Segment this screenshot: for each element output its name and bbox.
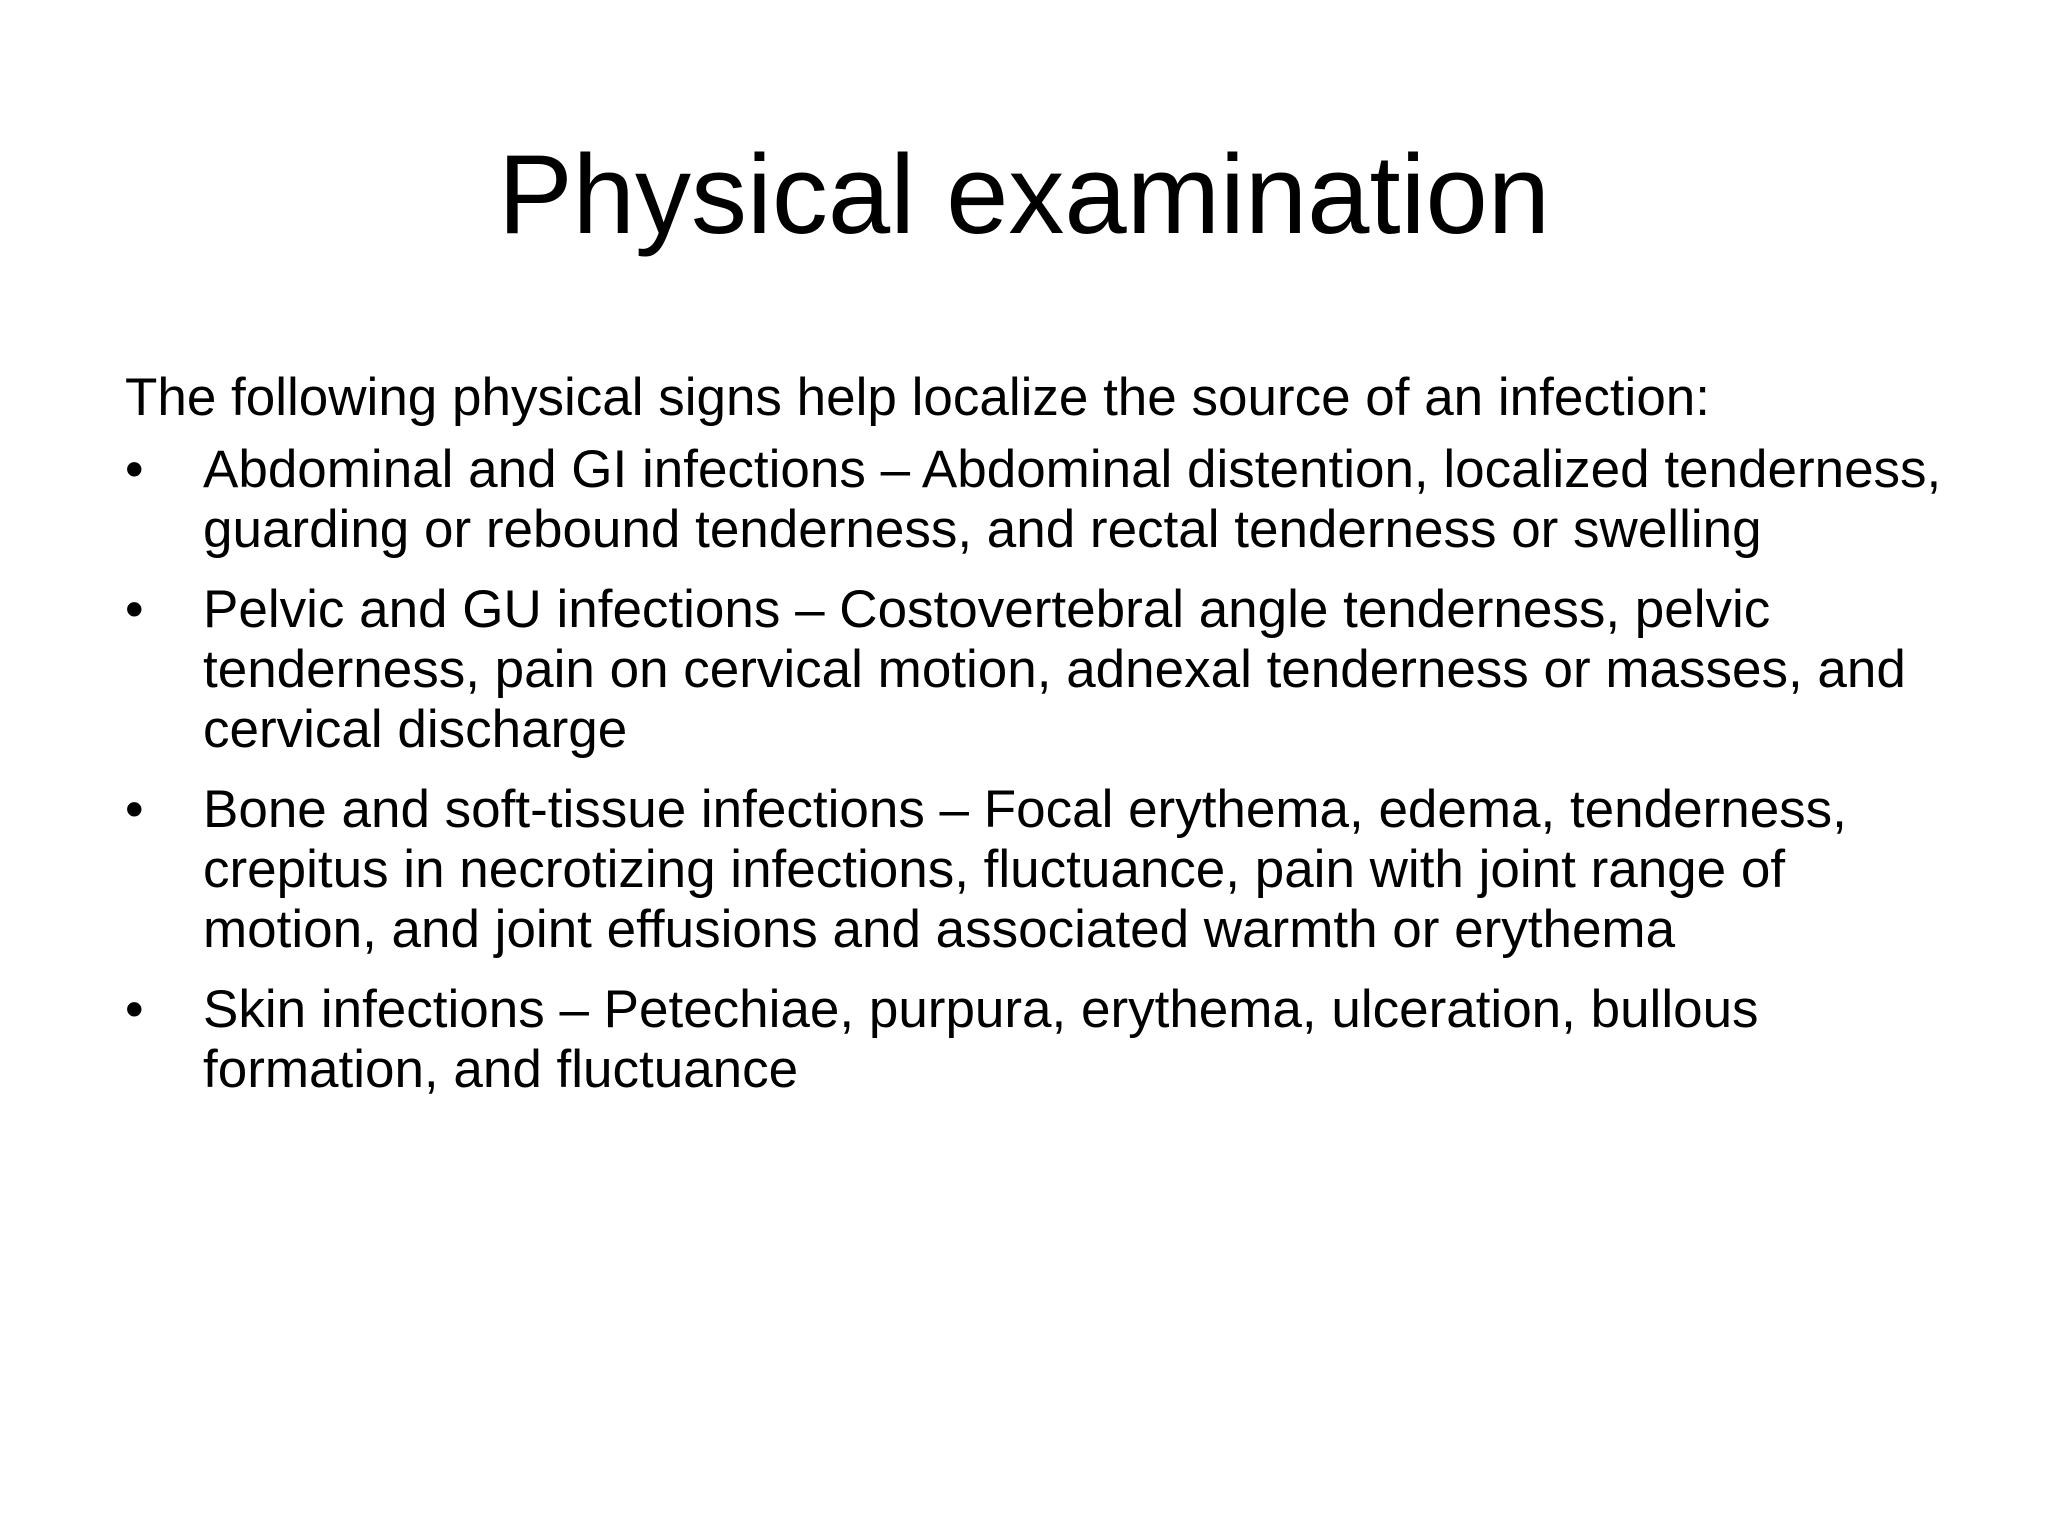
slide-body — [125, 368, 1965, 1120]
bullet-list — [125, 440, 1965, 1100]
bullet-item-bone-soft-tissue — [125, 780, 1965, 960]
intro-text: The following physical signs help localize the source of an infection: — [125, 368, 1711, 427]
bullet-text: Bone and soft-tissue infections – Focal erythema, edema, tenderness, crepitus in necrotizing infections, fluctuance, pain with joint range of motion, and joint effusions and associated warmth or erythema — [203, 780, 1847, 959]
bullet-icon: • — [125, 580, 144, 639]
bullet-text: Pelvic and GU infections – Costovertebral angle tenderness, pelvic tenderness, pain on cervical motion, adnexal tenderness or masses, and cervical discharge — [203, 580, 1906, 759]
bullet-text: Skin infections – Petechiae, purpura, erythema, ulceration, bullous formation, and fluctuance — [203, 980, 1759, 1099]
bullet-text: Abdominal and GI infections – Abdominal distention, localized tenderness, guarding or rebound tenderness, and rectal tenderness or swelling — [203, 440, 1942, 559]
bullet-icon: • — [125, 980, 144, 1039]
bullet-item-pelvic — [125, 580, 1965, 760]
slide-title: Physical examination — [497, 132, 1551, 257]
bullet-item-skin — [125, 980, 1965, 1100]
bullet-icon: • — [125, 440, 144, 499]
bullet-item-abdominal — [125, 440, 1965, 560]
bullet-icon: • — [125, 780, 144, 839]
